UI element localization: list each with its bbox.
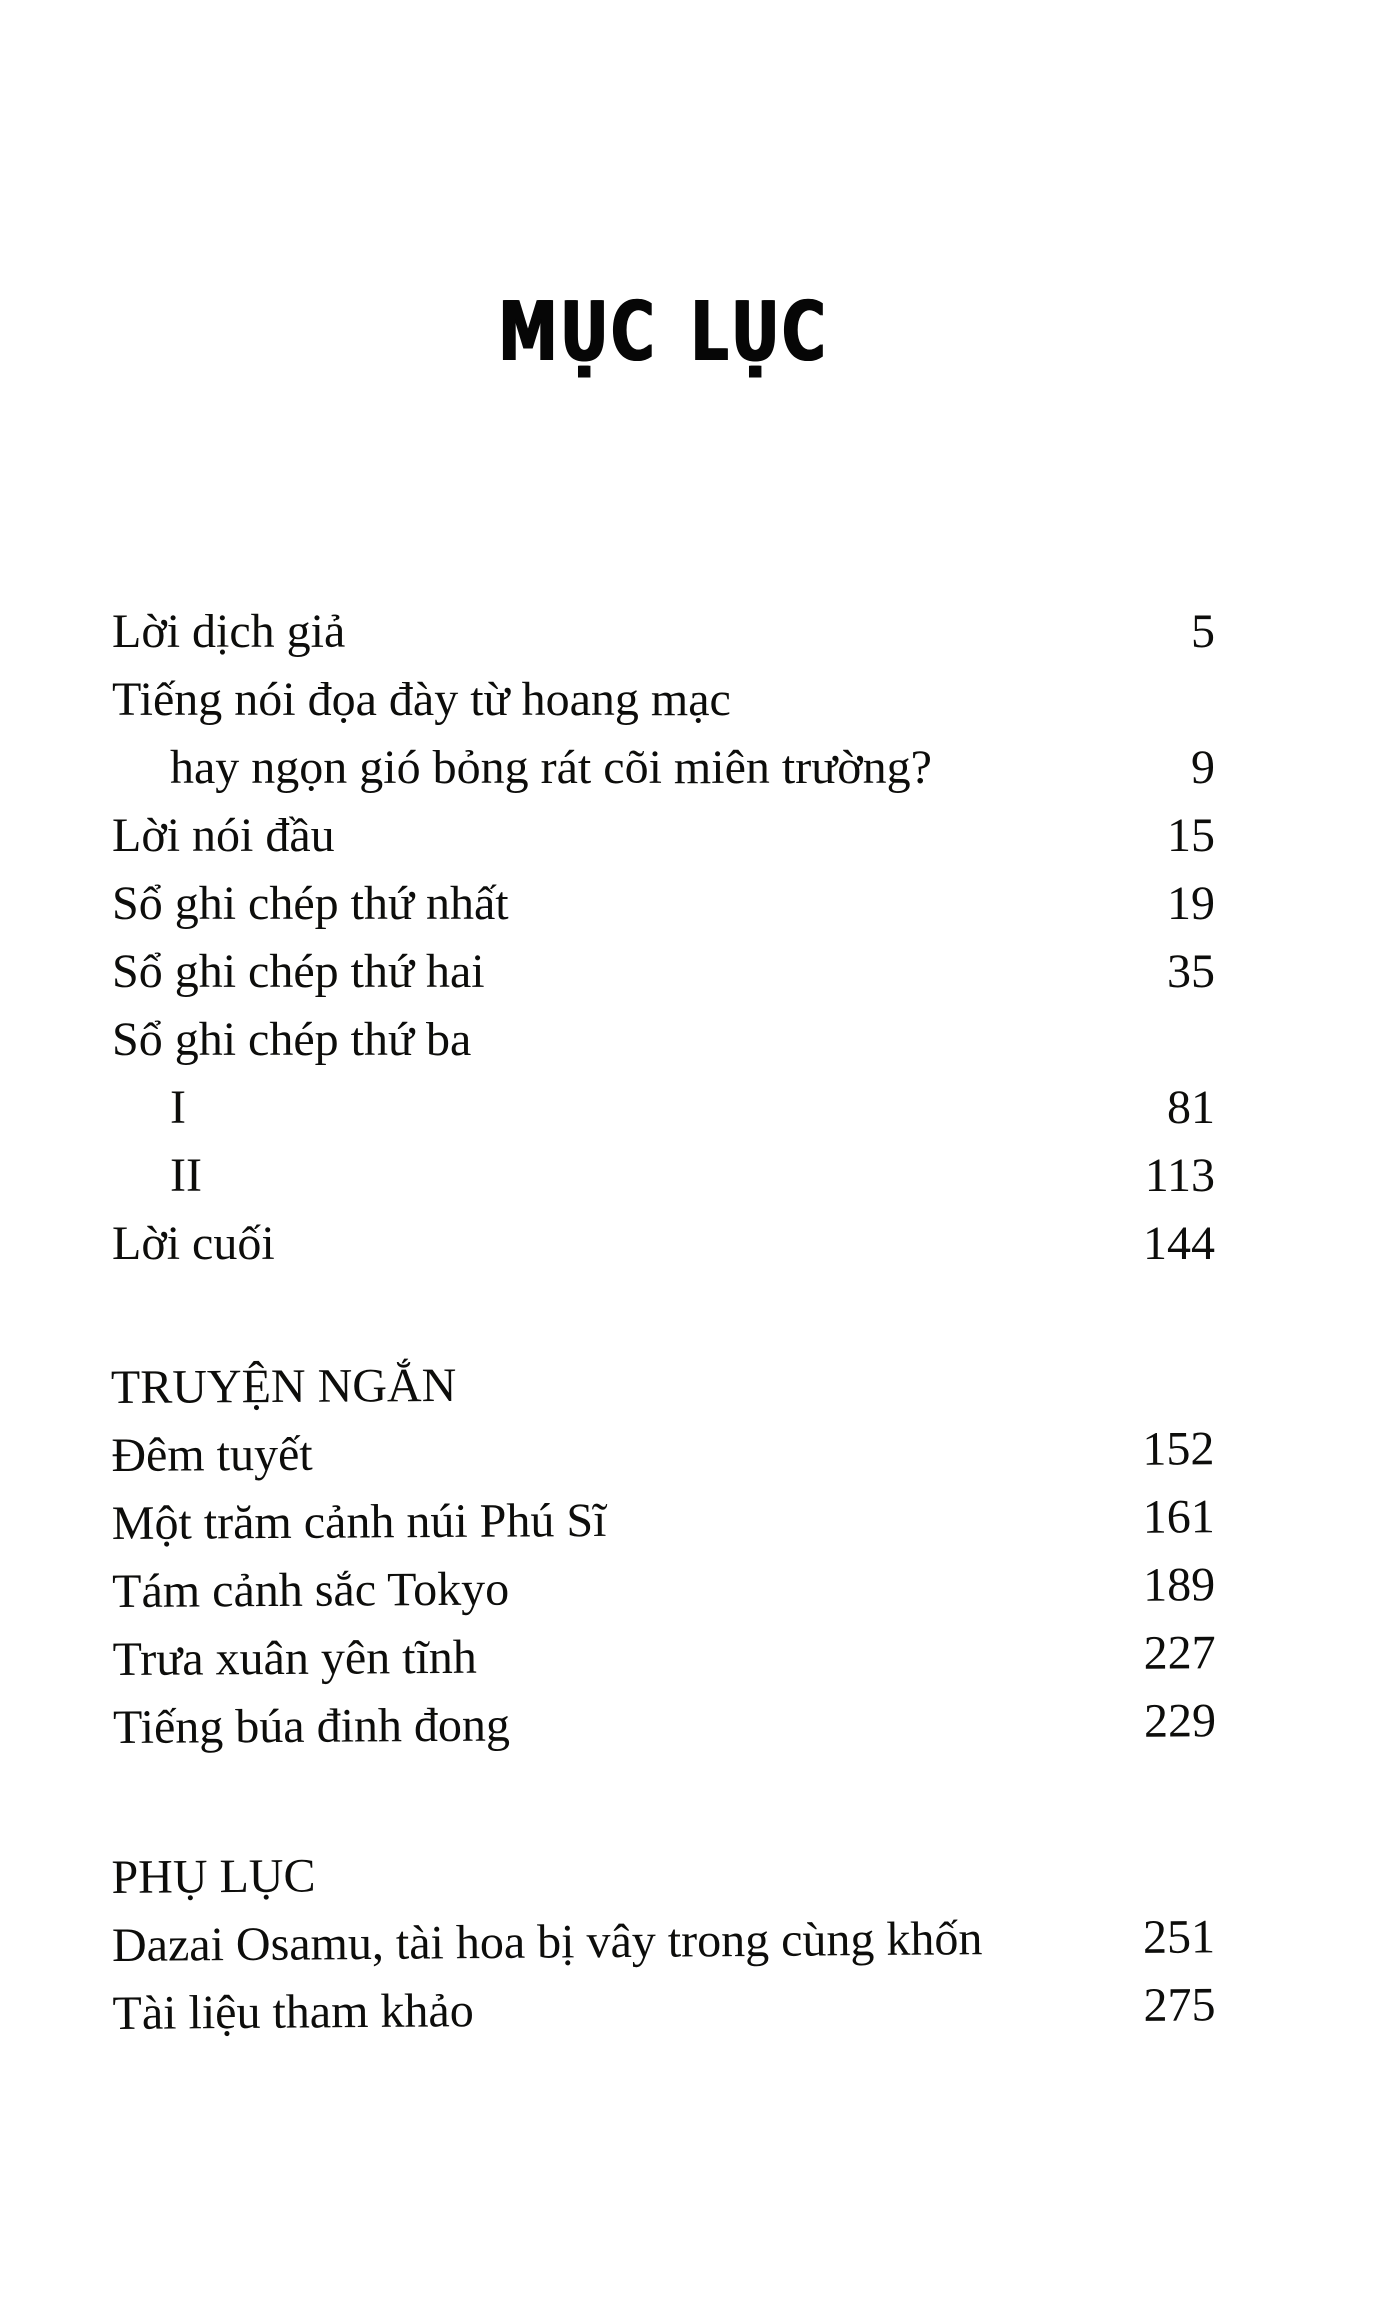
toc-entry-page-number: 19 xyxy=(1167,877,1215,930)
toc-entry xyxy=(112,598,1215,666)
toc-entry-label: Sổ ghi chép thứ nhất xyxy=(112,877,509,930)
toc-entry-label: I xyxy=(170,1081,186,1134)
toc-entry xyxy=(113,1687,1216,1762)
toc-entry-label: II xyxy=(170,1149,202,1202)
toc-section xyxy=(112,598,1215,1278)
toc-entry-page-number: 229 xyxy=(1143,1694,1217,1748)
section-heading: PHỤ LỤC xyxy=(111,1849,316,1905)
toc-section xyxy=(111,1347,1216,1762)
page-title: MỤC LỤC xyxy=(498,285,829,380)
toc-entry-label: Đêm tuyết xyxy=(111,1427,313,1483)
toc-entry-label: Một trăm cảnh núi Phú Sĩ xyxy=(111,1493,607,1551)
toc-entry xyxy=(112,1483,1215,1558)
toc-entry-label: Tám cảnh sắc Tokyo xyxy=(112,1562,510,1618)
toc-section xyxy=(111,1835,1216,2048)
toc-entry xyxy=(112,734,1215,802)
toc-entry-page-number: 161 xyxy=(1142,1490,1215,1544)
toc-entry xyxy=(112,1903,1216,1980)
toc-entry-page-number: 144 xyxy=(1143,1217,1215,1270)
toc-entry xyxy=(112,802,1215,870)
toc-entry xyxy=(112,1074,1215,1142)
toc-entry xyxy=(112,870,1215,938)
toc-entry-page-number: 152 xyxy=(1142,1422,1215,1476)
toc-entry-label: Dazai Osamu, tài hoa bị vây trong cùng khốn xyxy=(111,1912,983,1972)
toc-entry-label: Tài liệu tham khảo xyxy=(112,1984,474,2040)
toc-entry-page-number: 113 xyxy=(1144,1149,1215,1202)
toc-entry-label: Lời cuối xyxy=(112,1217,275,1270)
toc-entry xyxy=(112,666,1215,734)
toc-entry xyxy=(112,1142,1215,1210)
toc-entry-label: Tiếng nói đọa đày từ hoang mạc xyxy=(112,673,731,726)
toc-entry-label: Sổ ghi chép thứ hai xyxy=(112,945,485,998)
toc-entry xyxy=(112,1210,1215,1278)
toc-entry xyxy=(112,1006,1215,1074)
toc-entry xyxy=(111,1415,1214,1490)
toc-entry xyxy=(112,1619,1215,1694)
toc-entry-page-number: 251 xyxy=(1142,1910,1216,1964)
toc-entry xyxy=(112,1551,1215,1626)
toc-entry-label: Trưa xuân yên tĩnh xyxy=(112,1630,477,1686)
toc-entry-page-number: 9 xyxy=(1191,741,1215,794)
toc-entry-page-number: 189 xyxy=(1143,1558,1216,1612)
section-heading: TRUYỆN NGẮN xyxy=(110,1358,457,1415)
toc-entry-label: Tiếng búa đinh đong xyxy=(112,1698,511,1754)
table-of-contents xyxy=(112,598,1215,2048)
toc-entry-page-number: 35 xyxy=(1167,945,1215,998)
toc-entry-label: Sổ ghi chép thứ ba xyxy=(112,1013,472,1066)
toc-entry-label: Lời dịch giả xyxy=(112,605,346,658)
toc-entry-page-number: 275 xyxy=(1143,1978,1216,2032)
toc-entry-page-number: 5 xyxy=(1191,605,1215,658)
toc-entry-label: hay ngọn gió bỏng rát cõi miên trường? xyxy=(170,741,932,794)
toc-entry xyxy=(112,1971,1216,2048)
toc-entry-page-number: 15 xyxy=(1167,809,1215,862)
toc-entry-label: Lời nói đầu xyxy=(112,809,335,862)
toc-entry xyxy=(112,938,1215,1006)
toc-entry-page-number: 227 xyxy=(1143,1626,1216,1680)
toc-entry-page-number: 81 xyxy=(1167,1081,1215,1134)
